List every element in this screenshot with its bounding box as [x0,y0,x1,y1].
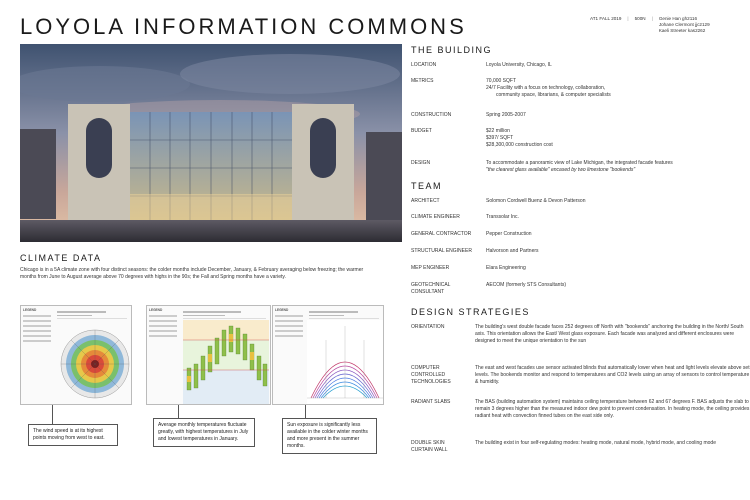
building-heading: THE BUILDING [411,45,493,55]
sun-path-graphic [307,320,383,404]
row-value: Loyola University, Chicago, IL [486,62,552,68]
section-label: 500N [634,16,646,21]
wind-rose-graphic [59,320,131,404]
callout-leader [52,405,53,424]
climate-paragraph: Chicago is in a 5A climate zone with four distinct seasons: the colder months include December, January, & February averaging below freezing; the warmer months from June to August average above 70 degrees with highs in the 90s; the Fall and Spring months have a variety. [20,267,364,280]
row-value: $397/ SQFT [486,134,514,141]
author-name: Kaeli Streeter kas2262 [658,28,706,33]
strategy-label: CURTAIN WALL [411,446,448,453]
row-value: Halvorson and Partners [486,248,539,254]
row-value: Elara Engineering [486,265,526,271]
row-label: GENERAL CONTRACTOR [411,231,472,237]
legend-title: LEGEND [149,308,163,312]
legend-title: LEGEND [275,308,289,312]
legend [275,308,305,404]
row-label: ARCHITECT [411,198,440,204]
row-label: CLIMATE ENGINEER [411,214,460,220]
climate-heading: CLIMATE DATA [20,253,102,263]
strategy-label: COMPUTER [411,365,440,371]
sun-path-panel [272,305,384,405]
author-name: Genie Han gh2116 [658,16,698,21]
callout-leader [178,405,179,418]
row-value: $28,300,000 construction cost [486,141,553,148]
legend-title: LEGEND [23,308,37,312]
strategy-text: The building exist in four self-regulating modes: heating mode, natural mode, hybrid mode, and cooling mode [475,440,716,446]
row-value: 70,000 SQFT [486,78,517,84]
course-label: AT1 FALL 2019 [590,16,622,21]
row-value: AECOM (formerly STS Consultants) [486,282,567,288]
row-label: BUDGET [411,128,432,134]
building-photo [20,44,402,242]
row-label: CONSTRUCTION [411,112,452,118]
legend [23,308,53,404]
row-value: 24/7 Facility with a focus on technology, collaboration, [486,84,606,91]
row-value: To accommodate a panoramic view of Lake Michigan, the integrated facade features [486,160,673,166]
strategies-heading: DESIGN STRATEGIES [411,307,530,317]
row-label: DESIGN [411,160,431,166]
temperature-panel [146,305,271,405]
row-label: METRICS [411,78,434,84]
strategy-label: DOUBLE SKIN [411,440,445,446]
row-value: Pepper Construction [486,231,532,237]
strategy-label: TECHNOLOGIES [411,378,451,385]
row-label: MEP ENGINEER [411,265,450,271]
row-label: LOCATION [411,62,437,68]
strategy-text: The BAS (building automation system) maintains ceiling temperature between 62 and 67 degrees F. BAS adjusts the slab to remain 3 degrees higher than the measured indoor dew point to prevent condensation. In heating mode, the ceiling provides radiant heat with convection finned tubes on the east side only. [475,399,750,419]
wind-callout: The wind speed is at its highest points moving from west to east. [28,424,118,446]
temperature-callout: Average monthly temperatures fluctuate greatly, with highest temperatures in July and lowest temperatures in January. [153,418,255,447]
strategy-text: The building's west double facade faces 252 degrees off North with "bookends" anchoring the building in the North/ South axis. This orientation allows the East/ West glass exposure. Each facade was analyzed and different enclosures were designed to meet the unique orientation to the sun [475,324,744,344]
wind-rose-panel [20,305,132,405]
legend [149,308,179,404]
author-block: AT1 FALL 2019 | 500N | Genie Han gh2116 Johane Clermont jjc2129 Kaeli Streeter kas2262 [590,16,710,33]
row-value: $22 million [486,128,510,134]
row-label: STRUCTURAL ENGINEER [411,248,472,254]
strategy-label: RADIANT SLABS [411,399,451,405]
temperature-graphic [183,320,269,404]
strategy-text: The east and west facades use sensor activated blinds that automatically lower when heat and light levels elevate above set levels. The bookends monitor and respond to temperatures and CO2 levels using an array of sensors to control temperature & humidity. [475,365,750,385]
row-label: CONSULTANT [411,288,445,295]
strategy-label: ORIENTATION [411,324,445,330]
sun-callout: Sun exposure is significantly less available in the colder winter months and more present in the summer months. [282,418,377,454]
author-names [659,16,710,34]
row-value: Transsolar Inc. [486,214,519,220]
row-label: GEOTECHNICAL [411,282,451,288]
page-title: LOYOLA INFORMATION COMMONS [20,14,467,39]
row-value: Solomon Cordwell Buenz & Devon Patterson [486,198,586,204]
strategy-label: CONTROLLED [411,371,446,378]
callout-leader [305,405,306,418]
row-value: Spring 2005-2007 [486,112,526,118]
row-value: "the clearest glass available" encased by two limestone "bookends" [486,166,636,173]
author-name: Johane Clermont jjc2129 [658,22,710,27]
team-heading: TEAM [411,181,443,191]
row-value: community space, librarians, & computer specialists [496,91,611,98]
